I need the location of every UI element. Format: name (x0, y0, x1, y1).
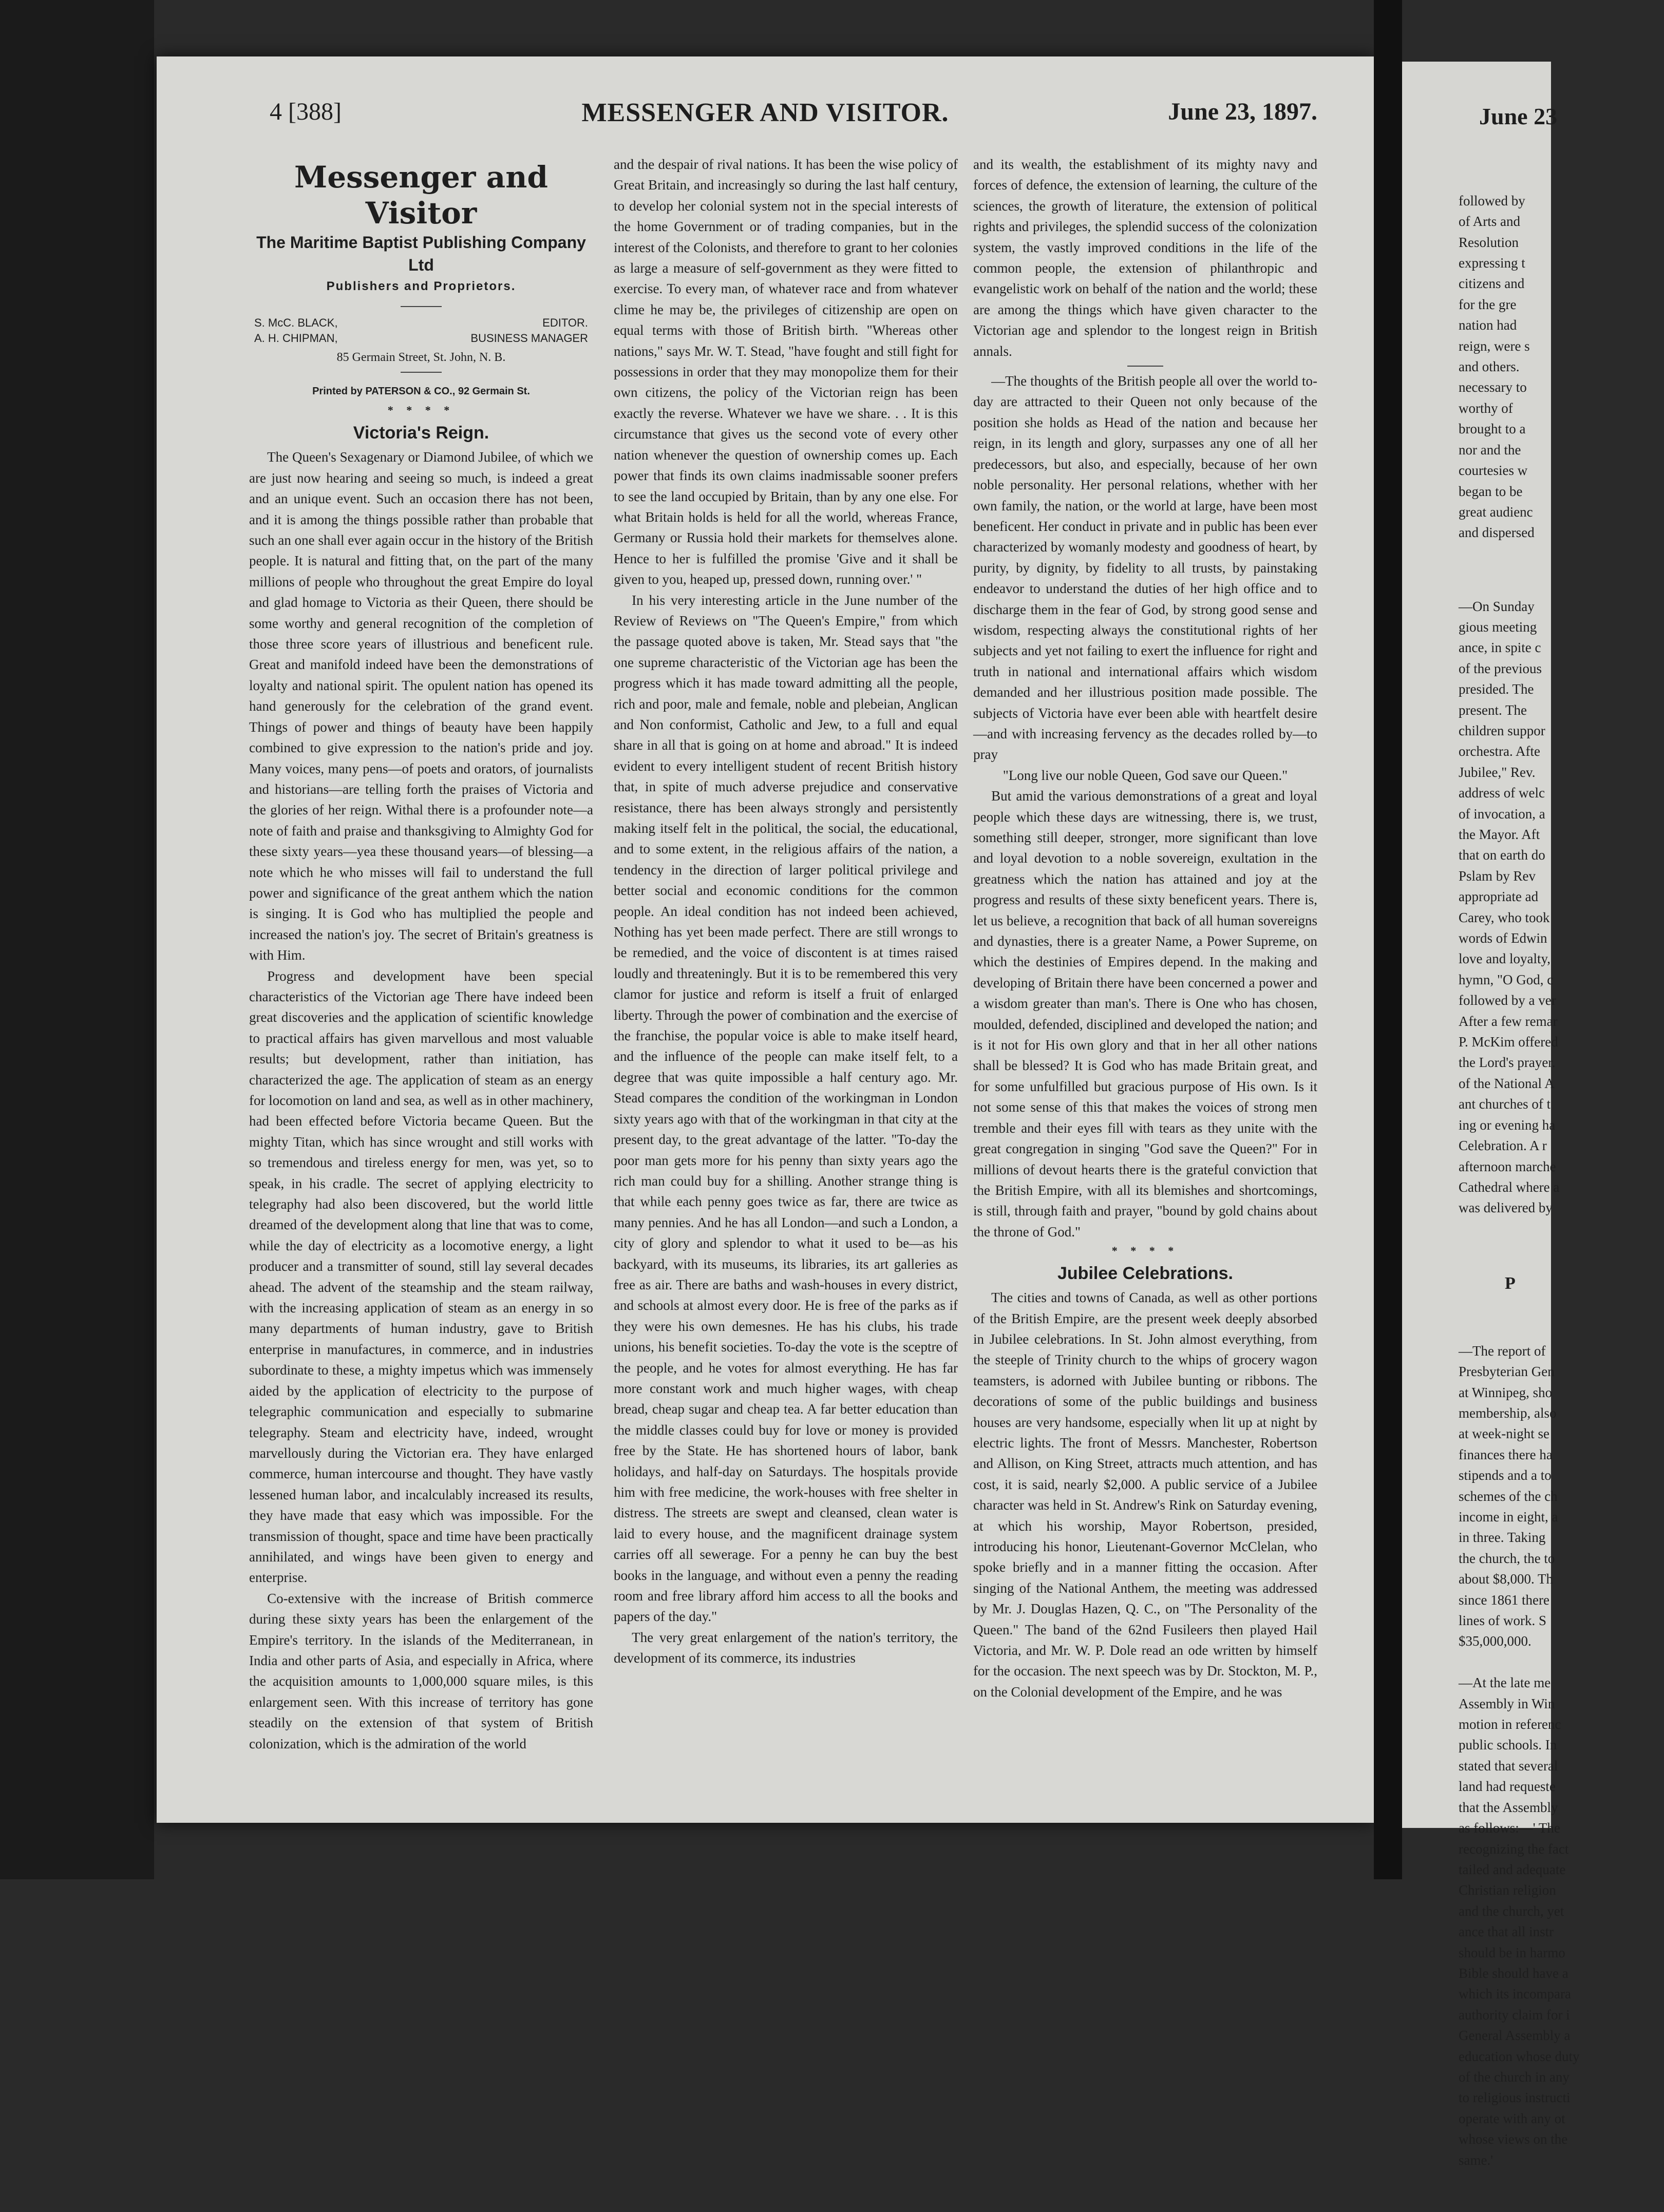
masthead-company: The Maritime Baptist Publishing Company Ltd (256, 233, 586, 274)
ornament: * * * * (1111, 1244, 1179, 1257)
masthead-publishers: Publishers and Proprietors. (326, 279, 516, 293)
staff-list (249, 315, 593, 346)
article-paragraph: —The thoughts of the British people all over the world to-day are attracted to their Queen not only because of the position she holds as Head of the nation and because her reign, in its length and glory, surpasses any one of all her predecessors, but also, and especially, because of her own noble personality. Her personal relations, whether with her own family, the nation, or the world at large, have been most beneficent. Her conduct in private and in public has been ever characterized by womanly modesty and goodness of heart, by purity, by dignity, by fidelity to all trusts, by painstaking endeavor to understand the duties of her high office and to discharge them in the fear of God, by strong good sense and wisdom, respecting always the constitutional rights of her subjects and yet not failing to exert the influence for right and truth in national and international affairs which wisdom demanded and her illustrious position made possible. The subjects of Victoria have ever been able with heartfelt desire—and with increasing fervency as the decades rolled by—to pray (973, 373, 1317, 762)
adjacent-page-text (1459, 149, 1664, 2212)
page-number: 4 [388] (270, 98, 342, 125)
article-heading-jubilee-celebrations: Jubilee Celebrations. (1057, 1264, 1233, 1284)
divider (1127, 366, 1163, 367)
article-paragraph: The very great enlargement of the nation's territory, the development of its commerce, its industries (614, 1629, 958, 1666)
adjacent-text-block: —On Sunday gious meeting ance, in spite c of the previous presided. The present. The children suppor orchestra. Afte Jubilee," Rev. address of welc of invocation, a the Mayor. Aft that on earth do Pslam by Rev appropriate ad Carey, who took words of Edwin love and loyalty, hymn, "O God, c followed by a ver After a few remar P. McKim offered the Lord's prayer. of the National A ant churches of t ing or evening ha Celebration. A r afternoon marche Cathedral where a was delivered by (1459, 598, 1560, 1216)
article-heading-victorias-reign: Victoria's Reign. (353, 423, 489, 443)
office-address: 85 Germain Street, St. John, N. B. (336, 351, 506, 365)
manager-name: A. H. CHIPMAN, (254, 332, 338, 345)
adjacent-page-date: June 23 (1479, 103, 1558, 129)
article-paragraph: But amid the various demonstrations of a great and loyal people which these days are witnessing, there is, we trust, something still deeper, stronger, more significant than love and loyal devotion to a noble sovereign, exultation in the greatness which the nation has attained and joy at the progress and results of these sixty beneficent years. There is, let us believe, a recognition that back of all human sovereigns and dynasties, there is a greater Name, a Power Supreme, on which the destinies of Empires depend. In the making and developing of Britain there have been concerned a power and a wisdom greater than man's. There is One who has chosen, moulded, defended, disciplined and developed the nation; and is it not for His own glory and that in her all other nations shall be blessed? It is God who has made Britain great, and for some unfulfilled but gracious purpose of His own. Is it not some sense of this that makes the voices of strong men tremble and their eyes fill with tears as they unite with the great congregation in singing "God save the Queen?" For in millions of devout hearts there is the grateful conviction that the British Empire, with all its blemishes and shortcomings, is still, through faith and prayer, "bound by gold chains about the throne of God." (973, 788, 1317, 1240)
editor-name: S. McC. BLACK, (254, 316, 338, 330)
masthead-name: Messenger and Visitor (294, 160, 548, 231)
article-paragraph: The cities and towns of Canada, as well as other portions of the British Empire, are the present week deeply absorbed in Jubilee celebrations. In St. John almost everything, from the steeple of Trinity church to the whips of grocery wagon teamsters, is adorned with Jubilee bunting or ribbons. The decorations of some of the public buildings and business houses are very handsome, especially when lit up at night by electric lights. The front of Messrs. Manchester, Robertson and Allison, on King Street, attracts much attention, and has cost, it is said, nearly $2,000. A public service of a Jubilee character was held in St. Andrew's Rink on Saturday evening, at which his worship, Mayor Robertson, presided, introducing his honor, Lieutenant-Governor McClelan, who spoke briefly and in a manner fitting the occasion. After singing of the National Anthem, the meeting was addressed by Mr. J. Douglas Hazen, Q. C., on "The Personality of the Queen." The band of the 62nd Fusileers then played Hail Victoria, and Mr. W. P. Dole read an ode written by himself for the occasion. The next speech was by Dr. Stockton, M. P., on the Colonial development of the Empire, and he was (973, 1290, 1317, 1700)
adjacent-text-block: followed by of Arts and Resolution expressing t citizens and for the gre nation had reign, were s and others. necessary to worthy of brought to a nor and the courtesies w began to be great audienc and dispersed (1459, 193, 1535, 541)
column-2 (614, 154, 958, 1669)
article-paragraph: Progress and development have been special characteristics of the Victorian age There have indeed been great discoveries and the application of scientific knowledge to practical affairs has given marvellous and most valuable results; but development, rather than initiation, has characterized the age. The application of steam as an energy for locomotion on land and sea, as well as in other machinery, had been effected before Victoria became Queen. But the mighty Titan, which has since wrought and still works with so tremendous and tireless energy for men, was yet, so to speak, in his cradle. The secret of applying electricity to telegraphy had also been discovered, but the world little dreamed of the development along that line that was to come, while the day of electricity as a locomotive energy, a light producer and a transmitter of sound, still lay several decades ahead. The advent of the steamship and the steam railway, with the increasing application of steam as an energy in so many departments of human industry, gave to British enterprise in manufactures, in commerce, and in industries subordinate to these, a mighty impetus which was immensely aided by the application of electricity to the purpose of telegraphic communication and especially to submarine telegraphy. Steam and electricity have, indeed, wrought marvellously during the Victorian era. They have enlarged commerce, human intercourse and thought. They have vastly lessened human labor, and incalculably increased its results, they have made that easy which was impossible. For the transmission of thought, space and time have been practically annihilated, and wings have been given to energy and enterprise. (249, 968, 593, 1586)
editor-role: EDITOR. (542, 316, 588, 330)
adjacent-heading: P (1505, 1273, 1516, 1293)
book-binding (0, 0, 154, 1879)
verse-quote: "Long live our noble Queen, God save our Queen." (1003, 767, 1288, 783)
divider (401, 306, 442, 307)
divider (401, 372, 442, 373)
newspaper-title: MESSENGER AND VISITOR. (581, 98, 949, 127)
article-paragraph: Co-extensive with the increase of British commerce during these sixty years has been the enlargement of the Empire's territory. In the islands of the Mediterranean, in India and other parts of Asia, and especially in Africa, where the acquisition amounts to 1,000,000 square miles, is this enlargement seen. With this increase of territory has gone steadily on the extension of that system of British colonization, which is the admiration of the world (249, 1590, 593, 1751)
running-head (157, 98, 1374, 144)
article-paragraph: In his very interesting article in the June number of the Review of Reviews on "The Queen's Empire," from which the passage quoted above is taken, Mr. Stead says that "the one supreme characteristic of the Victorian age has been the progress which it has made toward admitting all the people, rich and poor, male and female, noble and plebeian, Anglican and Non conformist, Catholic and Jew, to a full and equal share in all that is going on at home and abroad." It is indeed evident to every intelligent student of recent British history that, in spite of much adverse prejudice and conservative resistance, there has been always strongly and persistently making itself felt in the political, the social, the educational, and to some extent, in the religious affairs of the nation, a tendency in the direction of larger political privilege and better social and economic conditions for the common people. An ideal condition has not indeed been achieved, Nothing has yet been made perfect. There are still wrongs to be remedied, and the voice of discontent is at times raised loudly and threateningly. But it is to be remembered this very clamor for justice and reform is itself a fruit of enlarged liberty. Through the power of combination and the exercise of the franchise, the popular voice is able to make itself heard, and the influence of the people can make itself felt, to a degree that was quite impossible a half century ago. Mr. Stead compares the condition of the workingman in London sixty years ago with that of the workingman in that city at the present day, to the great advantage of the latter. "To-day the poor man gets more for his penny than sixty years ago the rich man could buy for a shilling. Another strange thing is that while each penny goes twice as far, there are twice as many pennies. And he has all London—and such a London, a city of glory and splendor to what it used to be—as his backyard, with its museums, its libraries, its art galleries as free as air. There are baths and wash-houses in every district, and schools at almost every door. He is free of the parks as if they were his own demesnes. He has his clubs, his trade unions, his benefit societies. To-day the vote is the sceptre of the people, and he votes for almost everything. He has far more constant work and much higher wages, with cheap bread, cheap sugar and cheap tea. A far better education than the middle classes could buy for love or money is provided free by the State. He has shortened hours of labor, bank holidays, and half-day on Saturdays. The hospitals provide him with free medicine, the work-houses with free shelter in distress. The streets are swept and cleansed, clean water is laid to every house, and the magnificent drainage system carries off all sewerage. For a penny he can buy the best books in the language, and without even a penny the reading room and free library afford him access to all the books and papers of the day." (614, 592, 958, 1625)
issue-date: June 23, 1897. (1168, 98, 1317, 125)
adjacent-text-block: —The report of Presbyterian Gen at Winnipeg, sho membership, also at week-night se finances there ha stipends and a to schemes of the ch income in eight, a in three. Taking the church, the to about $8,000. Th since 1861 there lines of work. S $35,000,000. —At the late me Assembly in Win motion in referenc public schools. In stated that several land had requeste that the Assembly as follows:—' The recognizing the fact tailed and adequate Christian religion and the church, yet ance that all instr should be in harmo Bible should have a which its incompara authority claim for i General Assembly a education whose duty of the church in any to religious instructi operate with any ot whose views on the same.' (1459, 1343, 1580, 2168)
newspaper-page (157, 56, 1374, 1823)
article-paragraph: and the despair of rival nations. It has been the wise policy of Great Britain, and increasingly so during the last half century, to develop her colonial system not in the special interests of the home Government or of trading companies, but in the interest of the Colonists, and therefore to grant to her colonies as large a measure of self-government as they were fitted to exercise. To every man, of whatever race and from whatever clime he may be, the privileges of citizenship are open on equal terms with those of British birth. "Whereas other nations," says Mr. W. T. Stead, "have fought and still fight for possessions in order that they may monopolize them for their own citizens, the policy of the Victorian reign has been exactly the reverse. Whatever we have we share. . . It is this circumstance that gives us the second vote of every other nation whenever the question of ownership comes up. Each power that finds its own claims inadmissable sooner prefers to see the land occupied by Britain, than by any one else. For what Britain holds is held for all the world, whereas France, Germany or Russia hold their markets for themselves alone. Hence to her is fulfilled the promise 'Give and it shall be given to you, heaped up, pressed down, running over.' " (614, 157, 958, 587)
column-3 (973, 154, 1317, 1702)
column-1 (249, 159, 593, 1754)
article-paragraph: and its wealth, the establishment of its mighty navy and forces of defence, the extension of learning, the culture of the sciences, the growth of literature, the extension of political rights and privileges, the splendid success of the colonization system, the vastly improved conditions in the life of the common people, the extension of philanthropic and evangelistic work on behalf of the nation and the world; these are among the things which have given character to the Victorian age and splendor to the longest reign in British annals. (973, 157, 1317, 359)
article-paragraph: The Queen's Sexagenary or Diamond Jubilee, of which we are just now hearing and seeing so much, is indeed a great and an unique event. Such an occasion there has not been, and it is among the things possible rather than probable that such an one shall ever again occur in the history of the British people. It is natural and fitting that, on the part of the many millions of people who throughout the great Empire do loyal and glad homage to Victoria as their Queen, there should be some worthy and general recognition of the completion of those three score years of illustrious and beneficent rule. Great and manifold indeed have been the demonstrations of loyalty and national spirit. The opulent nation has opened its hand generously for the celebration of the grand event. Things of power and things of beauty have been happily combined to give expression to the nation's pride and joy. Many voices, many pens—of poets and orators, of journalists and historians—are telling forth the praises of Victoria and the glories of her reign. Withal there is a profounder note—a note of faith and praise and thanksgiving to Almighty God for these sixty years—yea these thousand years—of blessing—a note which he who misses will fail to understand the full power and significance of the great anthem which the nation is singing. It is God who has multiplied the people and increased the nation's joy. The secret of Britain's greatness is with Him. (249, 449, 593, 963)
ornament: * * * * (387, 404, 455, 417)
page-gutter (1374, 0, 1402, 1879)
manager-role: BUSINESS MANAGER (470, 332, 588, 345)
adjacent-page-fragment (1402, 62, 1580, 2168)
printer-line: Printed by PATERSON & CO., 92 Germain St. (312, 386, 530, 397)
